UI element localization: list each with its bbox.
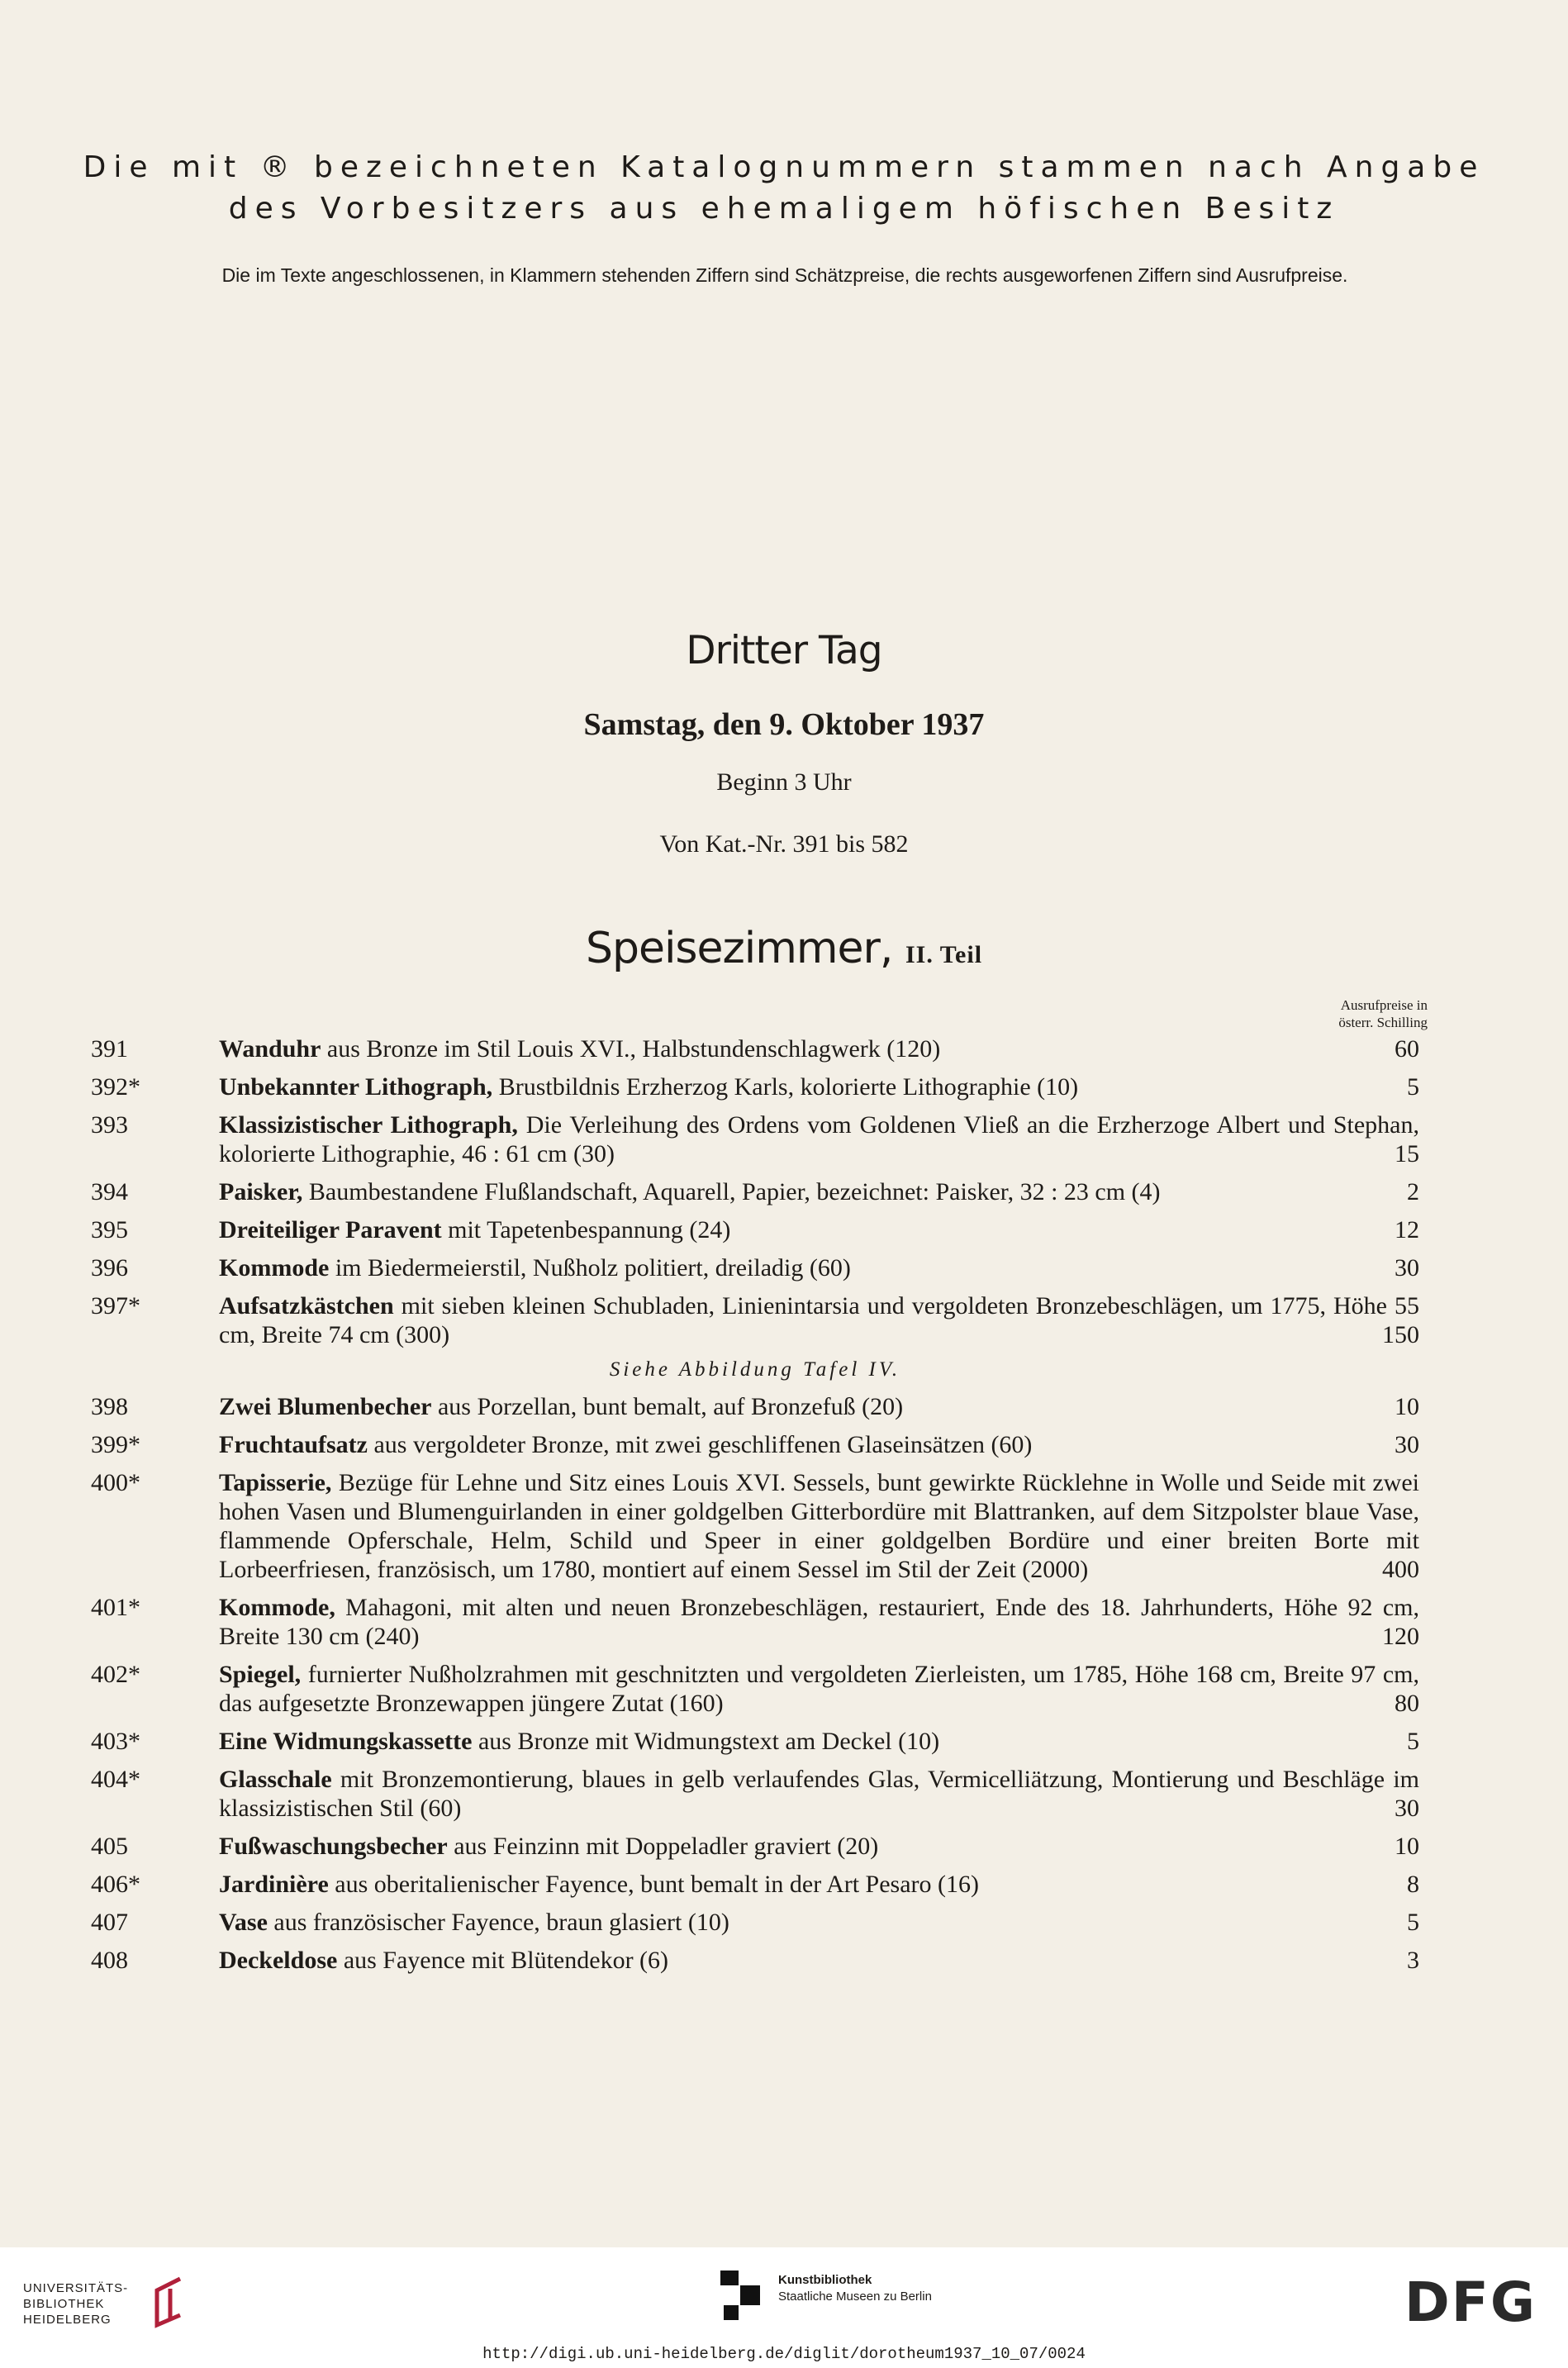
entry-number: 398 xyxy=(91,1393,128,1420)
dfg-logo: DFG xyxy=(1404,2271,1537,2334)
section-subtitle: II. Teil xyxy=(905,941,983,968)
entry-title: Deckeldose xyxy=(219,1947,338,1974)
entry-text: aus Bronze mit Widmungstext am Deckel (10) xyxy=(472,1728,940,1755)
entry-price: 400 xyxy=(1382,1556,1419,1583)
plate-reference: Siehe Abbildung Tafel IV. xyxy=(609,1358,901,1381)
catalog-entry xyxy=(91,1392,1419,1421)
entry-number: 394 xyxy=(91,1178,128,1205)
entry-text: Baumbestandene Flußlandschaft, Aquarell, Papier, bezeichnet: Paisker, 32 : 23 cm (4) xyxy=(302,1178,1161,1205)
entry-price: 5 xyxy=(1407,1728,1419,1755)
kunstbibliothek-name xyxy=(778,2272,932,2305)
entry-text: Bezüge für Lehne und Sitz eines Louis XVI. Sessels, bunt gewirkte Rücklehne in Wolle und Seide mit zwei hohen Vasen und Blumenguirlanden in einer goldgelben Gitterbordüre mit Blattranken, auf dem Sitzpolster blaue Vase, flammende Opferschale, Helm, Schild und Speer in einer goldgelben Bordüre und einer breiten Borte mit Lorbeerfriesen, französisch, um 1780, montiert auf einem Sessel im Stil der Zeit (2000) xyxy=(219,1469,1419,1583)
entry-description xyxy=(219,1908,1419,1937)
entry-number: 405 xyxy=(91,1833,128,1860)
entry-text: aus Feinzinn mit Doppeladler graviert (20) xyxy=(447,1833,879,1860)
catalog-entry xyxy=(91,1908,1419,1937)
entry-text: aus oberitalienischer Fayence, bunt bemalt in der Art Pesaro (16) xyxy=(328,1871,980,1898)
entry-price: 12 xyxy=(1395,1216,1419,1243)
entry-number: 404* xyxy=(91,1766,140,1793)
entry-number: 396 xyxy=(91,1254,128,1281)
entry-number: 397* xyxy=(91,1292,140,1320)
entry-text: im Biedermeierstil, Nußholz politiert, dreiladig (60) xyxy=(329,1254,851,1281)
entry-text: aus Fayence mit Blütendekor (6) xyxy=(337,1947,669,1974)
entry-price: 30 xyxy=(1395,1254,1419,1281)
entry-description xyxy=(219,1727,1419,1756)
price-column-note xyxy=(1338,996,1428,1031)
entry-number: 407 xyxy=(91,1909,128,1936)
entry-price: 2 xyxy=(1407,1178,1419,1205)
catalog-entry xyxy=(91,1215,1419,1244)
entry-text: aus Porzellan, bunt bemalt, auf Bronzefuß (20) xyxy=(431,1393,904,1420)
entry-price: 15 xyxy=(1395,1140,1419,1167)
entry-price: 8 xyxy=(1407,1871,1419,1898)
entry-title: Kommode xyxy=(219,1254,330,1281)
entry-title: Paisker, xyxy=(219,1178,303,1205)
price-note-line-1: Ausrufpreise in xyxy=(1340,997,1428,1013)
entry-price: 30 xyxy=(1395,1795,1419,1822)
section-name: Speisezimmer, xyxy=(585,924,893,973)
kb-line-2: Staatliche Museen zu Berlin xyxy=(778,2290,932,2304)
university-library-name xyxy=(23,2280,128,2328)
header-provenance-note xyxy=(0,147,1568,230)
entry-text: mit sieben kleinen Schubladen, Linienintarsia und vergoldeten Bronzebeschlägen, um 1775, Höhe 55 cm, Breite 74 cm (300) xyxy=(219,1292,1419,1348)
university-logo-icon xyxy=(139,2274,188,2332)
catalog-entry xyxy=(91,1072,1419,1101)
catalog-entry xyxy=(91,1660,1419,1718)
entry-price: 30 xyxy=(1395,1431,1419,1458)
catalog-entry xyxy=(91,1253,1419,1282)
header-line-1: Die mit ® bezeichneten Katalognummern stammen nach Angabe xyxy=(83,150,1485,184)
entry-description xyxy=(219,1392,1419,1421)
entry-number: 391 xyxy=(91,1035,128,1063)
entry-description xyxy=(219,1593,1419,1651)
entry-text: mit Tapetenbespannung (24) xyxy=(441,1216,731,1243)
entry-description xyxy=(219,1110,1419,1168)
entry-text: mit Bronzemontierung, blaues in gelb verlaufendes Glas, Vermicelliätzung, Montierung und Beschläge im klassizistischen Stil (60) xyxy=(219,1766,1419,1822)
entry-title: Jardinière xyxy=(219,1871,329,1898)
source-url[interactable]: http://digi.ub.uni-heidelberg.de/diglit/dorotheum1937_10_07/0024 xyxy=(482,2345,1086,2363)
entry-title: Wanduhr xyxy=(219,1035,321,1063)
entry-number: 392* xyxy=(91,1073,140,1101)
catalog-entry xyxy=(91,1832,1419,1861)
entry-price: 120 xyxy=(1382,1623,1419,1650)
catalog-entry xyxy=(91,1593,1419,1651)
catalog-entry xyxy=(91,1946,1419,1975)
entry-title: Vase xyxy=(219,1909,268,1936)
entry-text: Die Verleihung des Ordens vom Goldenen Vließ an die Erzherzoge Albert und Stephan, kolorierte Lithographie, 46 : 61 cm (30) xyxy=(219,1111,1419,1167)
catalog-entry xyxy=(91,1765,1419,1823)
entry-title: Glasschale xyxy=(219,1766,332,1793)
entry-price: 5 xyxy=(1407,1909,1419,1936)
entry-title: Eine Widmungskassette xyxy=(219,1728,473,1755)
catalog-entry xyxy=(91,1727,1419,1756)
entry-title: Dreiteiliger Paravent xyxy=(219,1216,442,1243)
entry-title: Aufsatzkästchen xyxy=(219,1292,394,1320)
entry-description xyxy=(219,1870,1419,1899)
uni-line-1: UNIVERSITÄTS- xyxy=(23,2281,129,2295)
entry-description xyxy=(219,1430,1419,1459)
catalog-entry xyxy=(91,1468,1419,1584)
entry-title: Zwei Blumenbecher xyxy=(219,1393,432,1420)
entry-number: 408 xyxy=(91,1947,128,1974)
entry-text: aus Bronze im Stil Louis XVI., Halbstundenschlagwerk (120) xyxy=(321,1035,941,1063)
entry-text: furnierter Nußholzrahmen mit geschnitzten und vergoldeten Zierleisten, um 1785, Höhe 168 cm, Breite 97 cm, das aufgesetzte Bronzewappen jüngere Zutat (160) xyxy=(219,1661,1419,1717)
entry-price: 60 xyxy=(1395,1035,1419,1063)
entry-description xyxy=(219,1291,1419,1349)
entry-title: Fußwaschungsbecher xyxy=(219,1833,448,1860)
entry-description xyxy=(219,1946,1419,1975)
entry-description xyxy=(219,1253,1419,1282)
header-price-explanation: Die im Texte angeschlossenen, in Klammern stehenden Ziffern sind Schätzpreise, die rechts ausgeworfenen Ziffern sind Ausrufpreise. xyxy=(221,264,1348,286)
catalog-entries xyxy=(91,1034,1419,1984)
entry-price: 10 xyxy=(1395,1393,1419,1420)
section-title xyxy=(0,924,1568,973)
entry-title: Fruchtaufsatz xyxy=(219,1431,368,1458)
entry-description xyxy=(219,1468,1419,1584)
entry-description xyxy=(219,1660,1419,1718)
uni-line-2: BIBLIOTHEK xyxy=(23,2297,105,2311)
footer-bar xyxy=(0,2247,1568,2368)
uni-line-3: HEIDELBERG xyxy=(23,2313,112,2327)
catalog-entry xyxy=(91,1177,1419,1206)
entry-text: aus französischer Fayence, braun glasiert (10) xyxy=(267,1909,729,1936)
entry-title: Tapisserie, xyxy=(219,1469,332,1496)
catalog-entry xyxy=(91,1430,1419,1459)
catalog-entry xyxy=(91,1870,1419,1899)
entry-description xyxy=(219,1072,1419,1101)
entry-number: 400* xyxy=(91,1469,140,1496)
entry-title: Unbekannter Lithograph, xyxy=(219,1073,493,1101)
entry-price: 5 xyxy=(1407,1073,1419,1101)
entry-number: 406* xyxy=(91,1871,140,1898)
entry-description xyxy=(219,1765,1419,1823)
entry-text: Mahagoni, mit alten und neuen Bronzebeschlägen, restauriert, Ende des 18. Jahrhunderts, Höhe 92 cm, Breite 130 cm (240) xyxy=(219,1594,1419,1650)
entry-description xyxy=(219,1832,1419,1861)
entry-price: 80 xyxy=(1395,1690,1419,1717)
entry-text: aus vergoldeter Bronze, mit zwei geschliffenen Glaseinsätzen (60) xyxy=(367,1431,1033,1458)
entry-description xyxy=(219,1215,1419,1244)
entry-number: 393 xyxy=(91,1111,128,1139)
header-line-2: des Vorbesitzers aus ehemaligem höfischen Besitz xyxy=(228,192,1340,226)
catalog-range: Von Kat.-Nr. 391 bis 582 xyxy=(659,830,909,858)
entry-price: 10 xyxy=(1395,1833,1419,1860)
kunstbibliothek-logo-icon xyxy=(719,2269,767,2323)
entry-number: 401* xyxy=(91,1594,140,1621)
day-title: Dritter Tag xyxy=(686,628,882,673)
entry-description xyxy=(219,1177,1419,1206)
kb-line-1: Kunstbibliothek xyxy=(778,2273,872,2287)
entry-number: 395 xyxy=(91,1216,128,1243)
entry-description xyxy=(219,1034,1419,1063)
entry-title: Spiegel, xyxy=(219,1661,302,1688)
start-time: Beginn 3 Uhr xyxy=(716,768,852,796)
catalog-entry xyxy=(91,1110,1419,1168)
entry-title: Klassizistischer Lithograph, xyxy=(219,1111,518,1139)
catalog-entry xyxy=(91,1291,1419,1349)
entry-text: Brustbildnis Erzherzog Karls, kolorierte Lithographie (10) xyxy=(492,1073,1079,1101)
entry-price: 150 xyxy=(1382,1321,1419,1348)
entry-number: 403* xyxy=(91,1728,140,1755)
price-note-line-2: österr. Schilling xyxy=(1338,1015,1428,1030)
entry-price: 3 xyxy=(1407,1947,1419,1974)
catalog-entry xyxy=(91,1034,1419,1063)
auction-date: Samstag, den 9. Oktober 1937 xyxy=(583,707,985,742)
entry-title: Kommode, xyxy=(219,1594,335,1621)
entry-number: 402* xyxy=(91,1661,140,1688)
entry-number: 399* xyxy=(91,1431,140,1458)
